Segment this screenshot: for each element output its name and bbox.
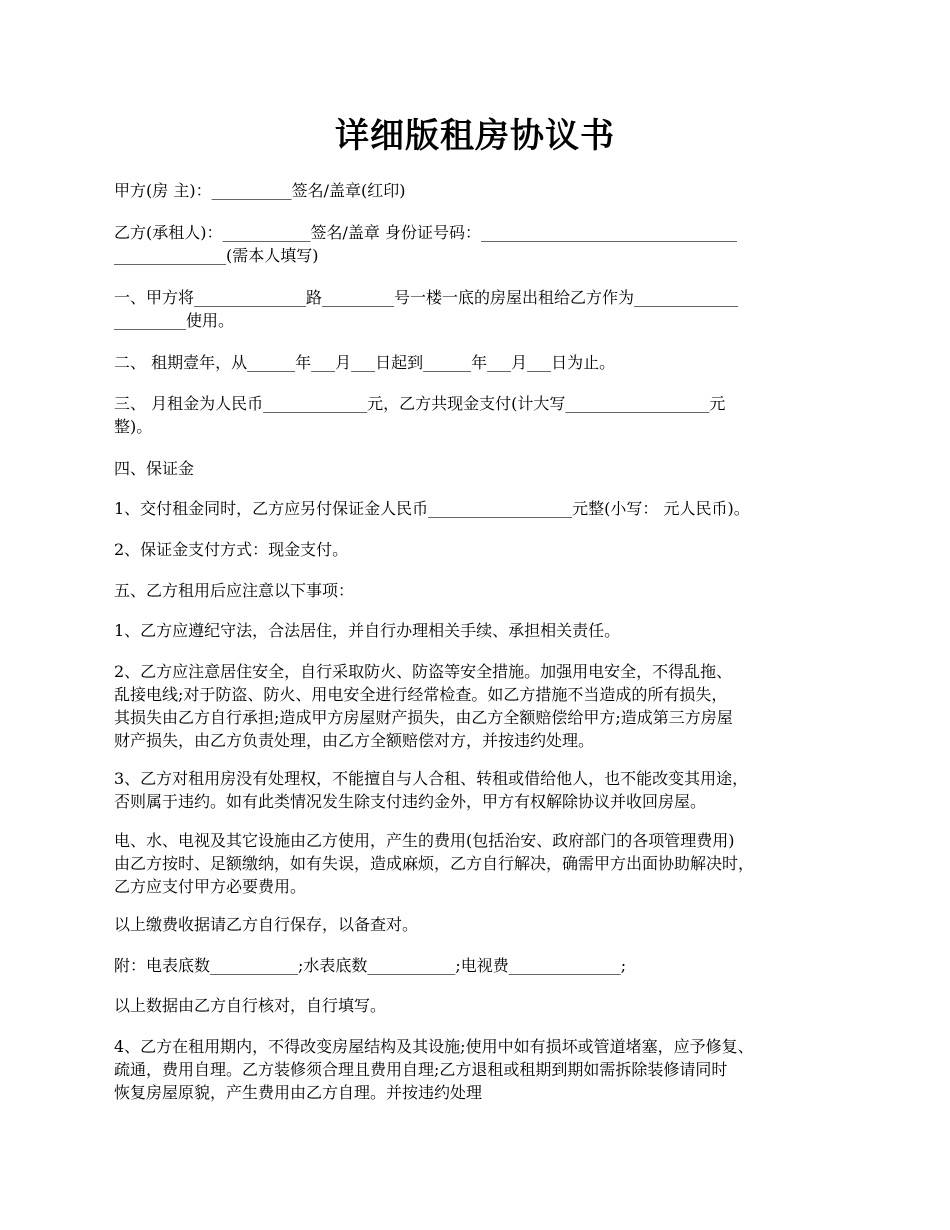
paragraph-item-1	[114, 619, 854, 642]
text-line: 2、乙方应注意居住安全，自行采取防火、防盗等安全措施。加强用电安全，不得乱拖、	[114, 662, 733, 681]
text-line: 甲方(房 主)：__________签名/盖章(红印)	[114, 181, 406, 200]
text-line: 一、甲方将______________路_________号一楼一底的房屋出租给乙方作为_____________	[114, 288, 739, 307]
paragraph-deposit-2	[114, 538, 854, 561]
document-title: 详细版租房协议书	[335, 116, 615, 156]
paragraph-clause-2	[114, 351, 854, 374]
text-line: 四、保证金	[114, 459, 195, 478]
paragraph-deposit-1	[114, 497, 854, 520]
text-line: 疏通，费用自理。乙方装修须合理且费用自理;乙方退租或租期到期如需拆除装修请同时	[114, 1060, 728, 1079]
text-line: 其损失由乙方自行承担;造成甲方房屋财产损失，由乙方全额赔偿给甲方;造成第三方房屋	[114, 708, 733, 727]
paragraph-clause-1	[114, 286, 854, 332]
text-line: 五、乙方租用后应注意以下事项：	[114, 581, 355, 600]
text-line: 乙方应支付甲方必要费用。	[114, 877, 307, 896]
text-line: 2、保证金支付方式：现金支付。	[114, 540, 349, 559]
text-line: 以上数据由乙方自行核对，自行填写。	[114, 996, 387, 1015]
paragraph-utilities	[114, 829, 854, 898]
text-line: 电、水、电视及其它设施由乙方使用，产生的费用(包括治安、政府部门的各项管理费用)	[114, 831, 735, 850]
text-line: 三、 月租金为人民币_____________元，乙方共现金支付(计大写__________________元	[114, 394, 726, 413]
paragraph-data-check	[114, 994, 854, 1017]
paragraph-receipts	[114, 913, 854, 936]
paragraph-item-3	[114, 767, 854, 813]
text-line: 乙方(承租人)：___________签名/盖章 身份证号码：________________________________	[114, 223, 737, 242]
text-line: 1、乙方应遵纪守法，合法居住，并自行办理相关手续、承担相关责任。	[114, 621, 621, 640]
text-line: ______________(需本人填写)	[114, 246, 319, 265]
text-line: 1、交付租金同时，乙方应另付保证金人民币__________________元整(小写： 元人民币)。	[114, 499, 750, 518]
text-line: 附：电表底数___________;水表底数___________;电视费______________;	[114, 956, 627, 975]
text-line: 乱接电线;对于防盗、防火、用电安全进行经常检查。如乙方措施不当造成的所有损失，	[114, 685, 728, 704]
text-line: 否则属于违约。如有此类情况发生除支付违约金外，甲方有权解除协议并收回房屋。	[114, 792, 707, 811]
text-line: 二、 租期壹年，从______年___月___日起到______年___月___日为止。	[114, 353, 616, 372]
paragraph-clause-3	[114, 392, 854, 438]
text-line: 3、乙方对租用房没有处理权，不能擅自与人合租、转租或借给他人，也不能改变其用途，	[114, 769, 749, 788]
paragraph-meter-readings	[114, 954, 854, 977]
text-line: 恢复房屋原貌，产生费用由乙方自理。并按违约处理	[114, 1083, 483, 1102]
paragraph-clause-5-heading	[114, 579, 854, 602]
paragraph-clause-4-heading	[114, 457, 854, 480]
paragraph-item-4	[114, 1035, 854, 1104]
text-line: 以上缴费收据请乙方自行保存，以备查对。	[114, 915, 419, 934]
paragraph-party-a	[114, 179, 854, 202]
paragraph-party-b	[114, 221, 854, 267]
paragraph-item-2	[114, 660, 854, 752]
text-line: 4、乙方在租用期内，不得改变房屋结构及其设施;使用中如有损坏或管道堵塞，应予修复、	[114, 1037, 754, 1056]
text-line: _________使用。	[114, 311, 235, 330]
text-line: 由乙方按时、足额缴纳，如有失误，造成麻烦，乙方自行解决，确需甲方出面协助解决时，	[114, 854, 755, 873]
text-line: 财产损失，由乙方负责处理，由乙方全额赔偿对方，并按违约处理。	[114, 731, 595, 750]
text-line: 整)。	[114, 417, 153, 436]
